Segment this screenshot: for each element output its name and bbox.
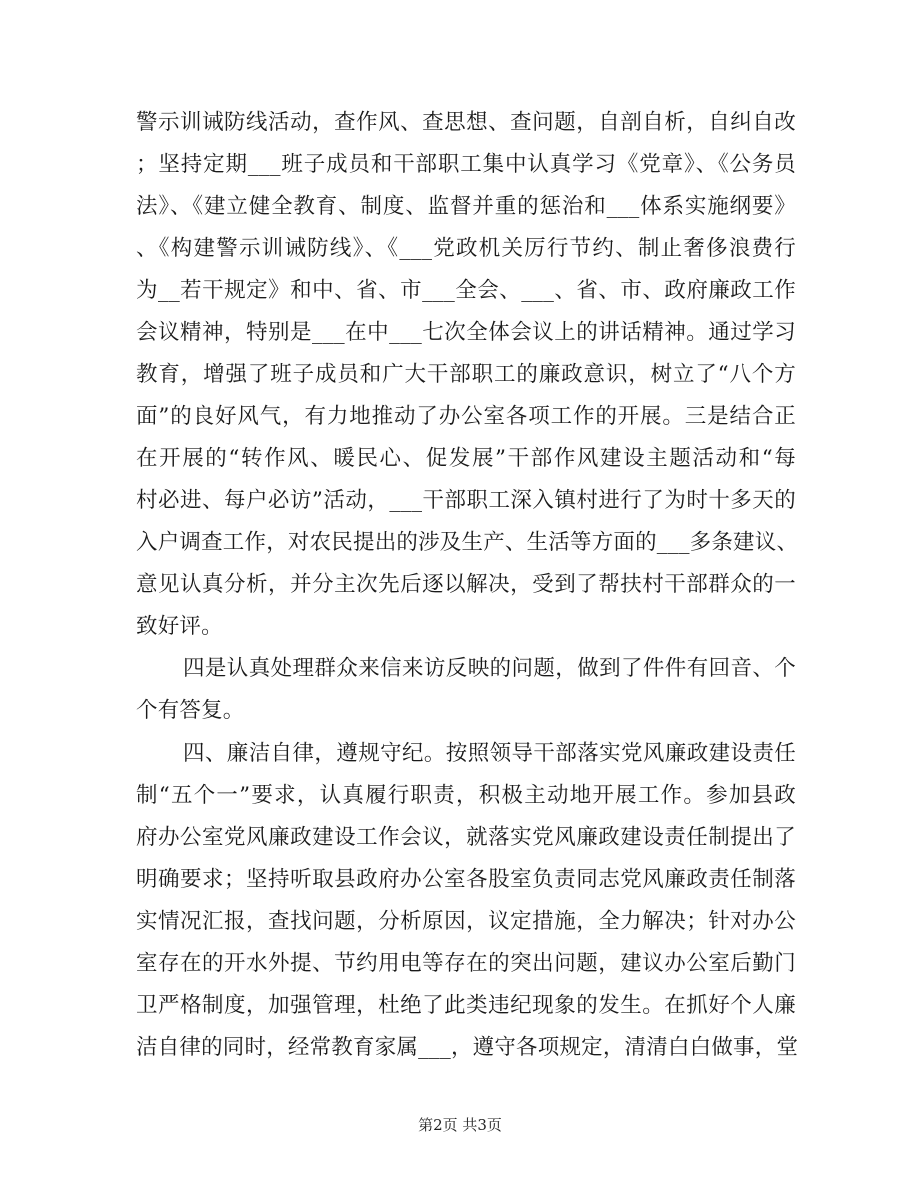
text-line: 面”的良好风气，有力地推动了办公室各项工作的开展。三是结合正 [136,404,796,429]
text-line: 个有答复。 [136,698,245,723]
text-line: ；坚持定期___班子成员和干部职工集中认真学习《党章》、《公务员 [136,152,796,177]
text-line: 洁自律的同时，经常教育家属___，遵守各项规定，清清白白做事，堂 [136,1035,799,1060]
text-line: 府办公室党风廉政建设工作会议，就落实党风廉政建设责任制提出了 [136,825,796,850]
text-line: 法》、《建立健全教育、制度、监督并重的惩治和___体系实施纲要》 [136,194,796,219]
text-line: 意见认真分析，并分主次先后逐以解决，受到了帮扶村干部群众的一 [136,572,796,597]
text-line: 教育，增强了班子成员和广大干部职工的廉政意识，树立了“八个方 [136,362,796,387]
text-line: 会议精神，特别是___在中___七次全体会议上的讲话精神。通过学习 [136,320,796,345]
text-line: 、《构建警示训诫防线》、《___党政机关厉行节约、制止奢侈浪费行 [136,236,796,261]
paragraph-first-line: 四是认真处理群众来信来访反映的问题，做到了件件有回音、个 [183,656,796,681]
text-line: 入户调查工作，对农民提出的涉及生产、生活等方面的___多条建议、 [136,530,799,555]
text-line: 明确要求；坚持听取县政府办公室各股室负责同志党风廉政责任制落 [136,867,796,892]
text-line: 制“五个一”要求，认真履行职责，积极主动地开展工作。参加县政 [136,783,796,808]
page-number: 第2页 共3页 [418,1116,502,1134]
paragraph-first-line: 四、廉洁自律，遵规守纪。按照领导干部落实党风廉政建设责任 [183,741,796,766]
text-line: 村必进、每户必访”活动，___干部职工深入镇村进行了为时十多天的 [136,488,796,513]
text-line: 室存在的开水外提、节约用电等存在的突出问题，建议办公室后勤门 [136,951,796,976]
text-line: 致好评。 [136,614,223,639]
text-line: 卫严格制度，加强管理，杜绝了此类违纪现象的发生。在抓好个人廉 [136,993,796,1018]
text-line: 为__若干规定》和中、省、市___全会、___、省、市、政府廉政工作 [136,278,796,303]
text-line: 在开展的“转作风、暖民心、促发展”干部作风建设主题活动和“每 [136,446,796,471]
text-line: 警示训诫防线活动，查作风、查思想、查问题，自剖自析，自纠自改 [136,110,796,135]
text-line: 实情况汇报，查找问题，分析原因，议定措施，全力解决；针对办公 [136,909,796,934]
